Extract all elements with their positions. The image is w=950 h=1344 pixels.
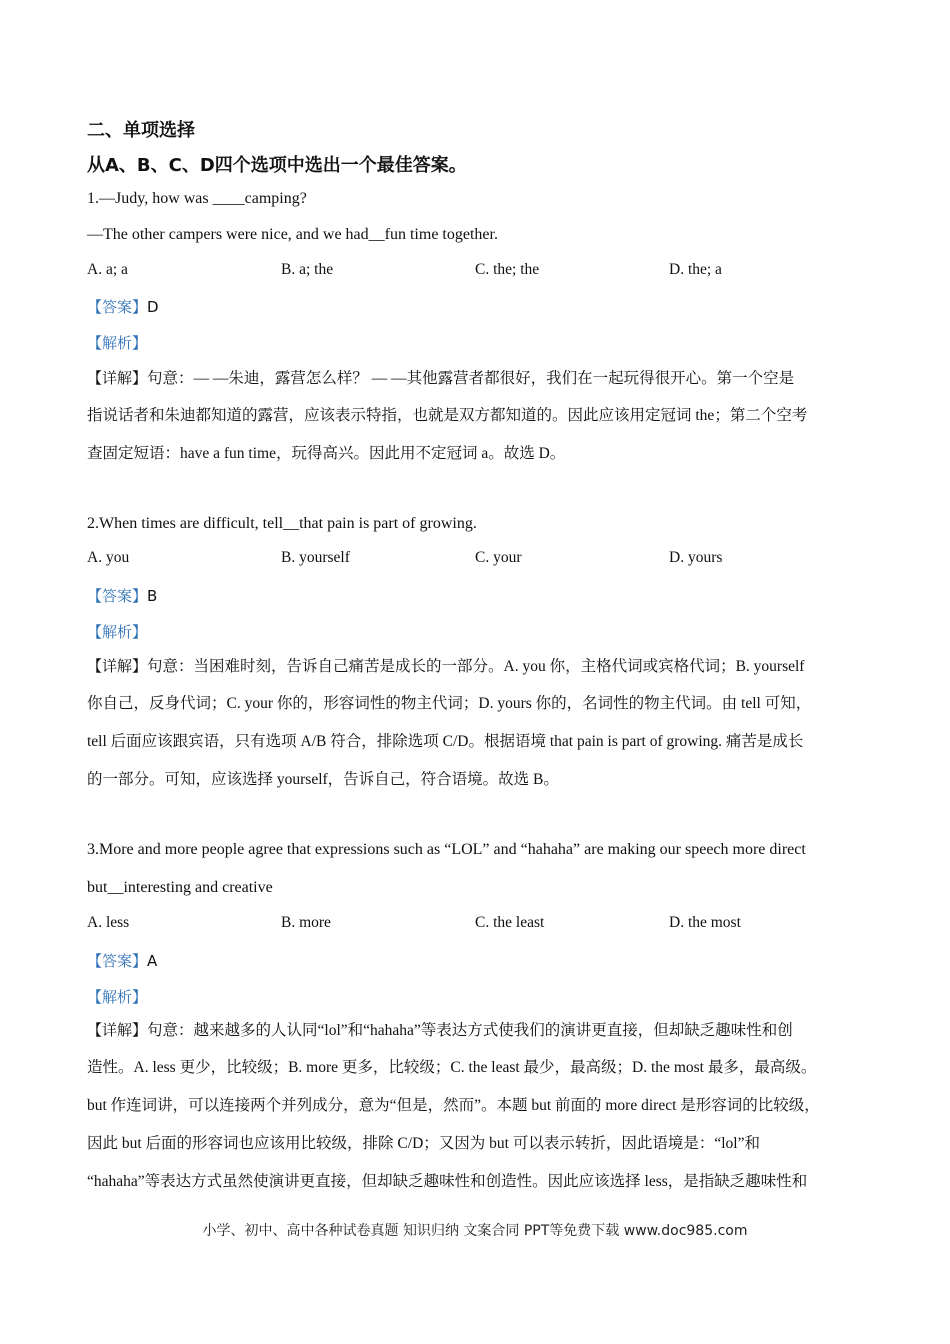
q2-detail-line: tell 后面应该跟宾语，只有选项 A/B 符合，排除选项 C/D。根据语境 that pain is part of growing. 痛苦是成长 bbox=[87, 733, 804, 750]
q3-detail-line: 因此 but 后面的形容词也应该用比较级，排除 C/D；又因为 but 可以表示转折，因此语境是：“lol”和 bbox=[87, 1135, 760, 1152]
q1-analysis-label: 【解析】 bbox=[87, 334, 148, 352]
q1-option-a: A. a; a bbox=[87, 261, 128, 278]
q2-detail-line: 【详解】句意：当困难时刻，告诉自己痛苦是成长的一部分。A. you 你，主格代词或宾格代词；B. yourself bbox=[87, 657, 805, 675]
q3-option-b: B. more bbox=[281, 914, 331, 931]
q2-option-c: C. your bbox=[475, 549, 522, 566]
q3-option-c: C. the least bbox=[475, 914, 545, 931]
q3-option-d: D. the most bbox=[669, 914, 741, 931]
section-instruction: 从A、B、C、D四个选项中选出一个最佳答案。 bbox=[87, 155, 467, 176]
section-title: 二、单项选择 bbox=[87, 120, 195, 141]
q2-analysis-label: 【解析】 bbox=[87, 623, 148, 641]
q2-option-a: A. you bbox=[87, 549, 130, 566]
q3-analysis-label: 【解析】 bbox=[87, 988, 148, 1006]
q2-option-b: B. yourself bbox=[281, 549, 350, 566]
q2-detail-line: 的一部分。可知，应该选择 yourself，告诉自己，符合语境。故选 B。 bbox=[87, 771, 559, 788]
q2-answer: 【答案】B bbox=[87, 587, 158, 605]
q2-detail-line: 你自己，反身代词；C. your 你的，形容词性的物主代词；D. yours 你的，名词性的物主代词。由 tell 可知， bbox=[87, 695, 812, 712]
q1-option-c: C. the; the bbox=[475, 261, 540, 278]
q3-detail-line: 造性。A. less 更少，比较级；B. more 更多，比较级；C. the least 最少，最高级；D. the most 最多，最高级。 bbox=[87, 1059, 817, 1076]
q1-answer: 【答案】D bbox=[87, 298, 159, 316]
q3-stem-line: 3.More and more people agree that expressions such as “LOL” and “hahaha” are making our speech more direct bbox=[87, 841, 806, 858]
q1-detail-line: 【详解】句意：— —朱迪，露营怎么样？ — —其他露营者都很好，我们在一起玩得很开心。第一个空是 bbox=[87, 369, 795, 387]
q1-option-d: D. the; a bbox=[669, 261, 722, 278]
q2-option-d: D. yours bbox=[669, 549, 723, 566]
q2-stem-line: 2.When times are difficult, tell__that pain is part of growing. bbox=[87, 515, 477, 532]
q3-answer: 【答案】A bbox=[87, 952, 158, 970]
q1-detail-line: 查固定短语：have a fun time，玩得高兴。因此用不定冠词 a。故选 D。 bbox=[87, 445, 566, 462]
q3-stem-line: but__interesting and creative bbox=[87, 879, 273, 896]
q1-stem-line: —The other campers were nice, and we had__fun time together. bbox=[87, 226, 498, 243]
page-footer: 小学、初中、高中各种试卷真题 知识归纳 文案合同 PPT等免费下载 www.doc985.com bbox=[202, 1223, 748, 1239]
q1-detail-line: 指说话者和朱迪都知道的露营，应该表示特指，也就是双方都知道的。因此应该用定冠词 the；第二个空考 bbox=[87, 407, 808, 424]
q3-detail-line: but 作连词讲，可以连接两个并列成分，意为“但是，然而”。本题 but 前面的 more direct 是形容词的比较级， bbox=[87, 1097, 820, 1114]
q3-option-a: A. less bbox=[87, 914, 130, 931]
q3-detail-line: 【详解】句意：越来越多的人认同“lol”和“hahaha”等表达方式使我们的演讲更直接，但却缺乏趣味性和创 bbox=[87, 1021, 793, 1039]
q1-stem-line: 1.—Judy, how was ____camping? bbox=[87, 190, 307, 207]
q3-detail-line: “hahaha”等表达方式虽然使演讲更直接，但却缺乏趣味性和创造性。因此应该选择 less，是指缺乏趣味性和 bbox=[87, 1173, 808, 1190]
q1-option-b: B. a; the bbox=[281, 261, 334, 278]
